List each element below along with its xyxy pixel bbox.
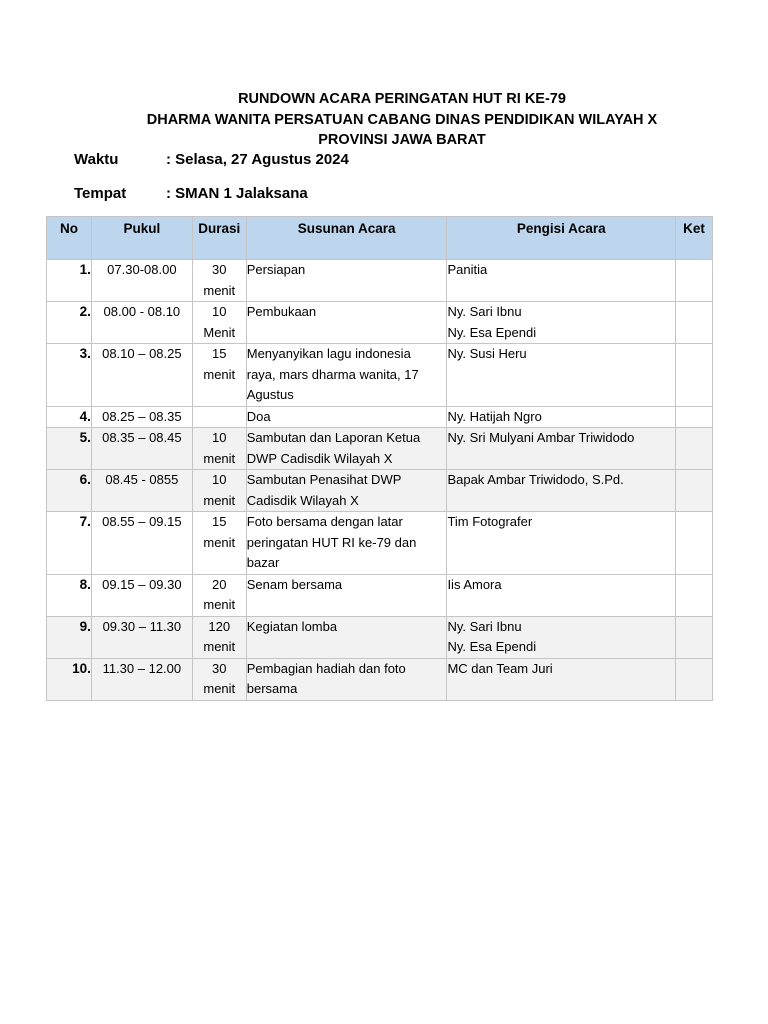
cell-susunan-acara (246, 260, 447, 302)
table-row (47, 302, 713, 344)
cell-pukul: 08.35 – 08.45 (91, 428, 192, 470)
header-ket: Ket (676, 217, 713, 260)
durasi-line: 20 (212, 576, 227, 592)
cell-durasi (192, 260, 246, 302)
cell-no: 2. (47, 302, 92, 344)
cell-ket (676, 658, 713, 700)
acara-line: bazar (246, 555, 280, 570)
acara-line: Cadisdik Wilayah X (246, 492, 359, 508)
pengisi-line: Ny. Susi Heru (447, 346, 527, 361)
pengisi-line: MC dan Team Juri (447, 660, 553, 676)
cell-pukul: 08.00 - 08.10 (91, 302, 192, 344)
cell-pukul: 08.25 – 08.35 (91, 406, 192, 428)
cell-pengisi-acara (447, 616, 676, 658)
acara-line: Foto bersama dengan latar (246, 514, 403, 529)
table-body (47, 260, 713, 701)
title-line-1: RUNDOWN ACARA PERINGATAN HUT RI KE-79 (238, 91, 566, 107)
durasi-line: menit (203, 681, 236, 696)
cell-no: 1. (47, 260, 92, 302)
cell-ket (676, 344, 713, 407)
durasi-line: 30 (212, 262, 227, 277)
tempat-value: : SMAN 1 Jalaksana (166, 185, 308, 202)
header-pengisi-acara: Pengisi Acara (447, 217, 676, 260)
cell-susunan-acara (246, 574, 447, 616)
acara-line: Menyanyikan lagu indonesia (246, 346, 411, 361)
durasi-line: 120 (208, 618, 231, 634)
cell-ket (676, 302, 713, 344)
cell-ket (676, 470, 713, 512)
cell-ket (676, 428, 713, 470)
cell-pengisi-acara (447, 658, 676, 700)
acara-line: Pembukaan (246, 304, 317, 319)
cell-durasi (192, 428, 246, 470)
cell-durasi (192, 616, 246, 658)
cell-durasi (192, 406, 246, 428)
title-line-2: DHARMA WANITA PERSATUAN CABANG DINAS PENDIDIKAN WILAYAH X (146, 111, 658, 128)
header-susunan-acara: Susunan Acara (246, 217, 447, 260)
pengisi-line: Panitia (447, 262, 488, 277)
table-row (47, 260, 713, 302)
cell-pukul: 09.30 – 11.30 (91, 616, 192, 658)
cell-no: 6. (47, 470, 92, 512)
durasi-line: 15 (212, 514, 227, 529)
acara-line: Doa (246, 408, 271, 424)
rundown-table (46, 216, 713, 701)
cell-durasi (192, 512, 246, 575)
table-row (47, 406, 713, 428)
cell-pukul: 08.55 – 09.15 (91, 512, 192, 575)
cell-durasi (192, 344, 246, 407)
cell-durasi (192, 574, 246, 616)
durasi-line: menit (203, 282, 236, 298)
cell-ket (676, 574, 713, 616)
pengisi-line: Iis Amora (447, 576, 502, 592)
table-row (47, 616, 713, 658)
cell-no: 8. (47, 574, 92, 616)
tempat-label: Tempat (74, 185, 127, 202)
title-line-3: PROVINSI JAWA BARAT (318, 132, 486, 148)
pengisi-line: Bapak Ambar Triwidodo, S.Pd. (447, 472, 624, 487)
acara-line: Agustus (246, 387, 294, 402)
durasi-line: menit (203, 639, 236, 654)
pengisi-line: Ny. Sari Ibnu (447, 618, 522, 634)
cell-pengisi-acara (447, 406, 676, 428)
cell-durasi (192, 470, 246, 512)
cell-no: 7. (47, 512, 92, 575)
pengisi-line: Ny. Sri Mulyani Ambar Triwidodo (447, 430, 635, 445)
acara-line: bersama (246, 681, 298, 696)
durasi-line: menit (203, 534, 236, 550)
cell-pukul: 11.30 – 12.00 (91, 658, 192, 700)
document-title (0, 89, 768, 151)
cell-susunan-acara (246, 428, 447, 470)
durasi-line: menit (203, 450, 236, 466)
table-row (47, 428, 713, 470)
pengisi-line: Ny. Esa Ependi (447, 639, 537, 654)
cell-durasi (192, 658, 246, 700)
waktu-label: Waktu (74, 151, 119, 168)
durasi-line: menit (203, 492, 236, 508)
table-row (47, 344, 713, 407)
cell-ket (676, 406, 713, 428)
waktu-row (74, 151, 349, 168)
cell-no: 5. (47, 428, 92, 470)
cell-susunan-acara (246, 658, 447, 700)
tempat-row (74, 185, 308, 202)
cell-pukul: 07.30-08.00 (91, 260, 192, 302)
cell-pukul: 08.45 - 0855 (91, 470, 192, 512)
cell-no: 10. (47, 658, 92, 700)
cell-no: 9. (47, 616, 92, 658)
acara-line: raya, mars dharma wanita, 17 (246, 366, 419, 382)
cell-pukul: 08.10 – 08.25 (91, 344, 192, 407)
acara-line: Pembagian hadiah dan foto (246, 660, 406, 676)
acara-line: DWP Cadisdik Wilayah X (246, 450, 393, 466)
cell-susunan-acara (246, 616, 447, 658)
table-row (47, 470, 713, 512)
durasi-line: 10 (212, 472, 227, 487)
acara-line: Persiapan (246, 262, 306, 277)
cell-no: 3. (47, 344, 92, 407)
pengisi-line: Ny. Esa Ependi (447, 324, 537, 340)
durasi-line: Menit (203, 324, 236, 340)
durasi-line: menit (203, 597, 236, 612)
acara-line: Kegiatan lomba (246, 618, 338, 634)
durasi-line: 15 (212, 346, 227, 361)
cell-pengisi-acara (447, 260, 676, 302)
pengisi-line: Ny. Sari Ibnu (447, 304, 522, 319)
header-pukul: Pukul (91, 217, 192, 260)
cell-durasi (192, 302, 246, 344)
cell-ket (676, 260, 713, 302)
acara-line: Sambutan dan Laporan Ketua (246, 430, 421, 445)
cell-ket (676, 512, 713, 575)
acara-line: peringatan HUT RI ke-79 dan (246, 534, 417, 550)
cell-susunan-acara (246, 470, 447, 512)
cell-pengisi-acara (447, 470, 676, 512)
cell-no: 4. (47, 406, 92, 428)
pengisi-line: Tim Fotografer (447, 514, 533, 529)
cell-susunan-acara (246, 344, 447, 407)
table-row (47, 512, 713, 575)
cell-pengisi-acara (447, 574, 676, 616)
cell-ket (676, 616, 713, 658)
durasi-line: 10 (212, 304, 227, 319)
table-row (47, 574, 713, 616)
cell-susunan-acara (246, 302, 447, 344)
acara-line: Sambutan Penasihat DWP (246, 472, 402, 487)
durasi-line: 10 (212, 430, 227, 445)
durasi-line: menit (203, 366, 236, 382)
cell-pengisi-acara (447, 512, 676, 575)
cell-pengisi-acara (447, 428, 676, 470)
waktu-value: : Selasa, 27 Agustus 2024 (166, 151, 349, 168)
cell-susunan-acara (246, 406, 447, 428)
cell-pengisi-acara (447, 344, 676, 407)
cell-pukul: 09.15 – 09.30 (91, 574, 192, 616)
acara-line: Senam bersama (246, 576, 343, 592)
durasi-line: 30 (212, 660, 227, 676)
header-no: No (47, 217, 92, 260)
table-row (47, 658, 713, 700)
header-durasi: Durasi (192, 217, 246, 260)
pengisi-line: Ny. Hatijah Ngro (447, 408, 542, 424)
table-header-row (47, 217, 713, 260)
cell-susunan-acara (246, 512, 447, 575)
cell-pengisi-acara (447, 302, 676, 344)
